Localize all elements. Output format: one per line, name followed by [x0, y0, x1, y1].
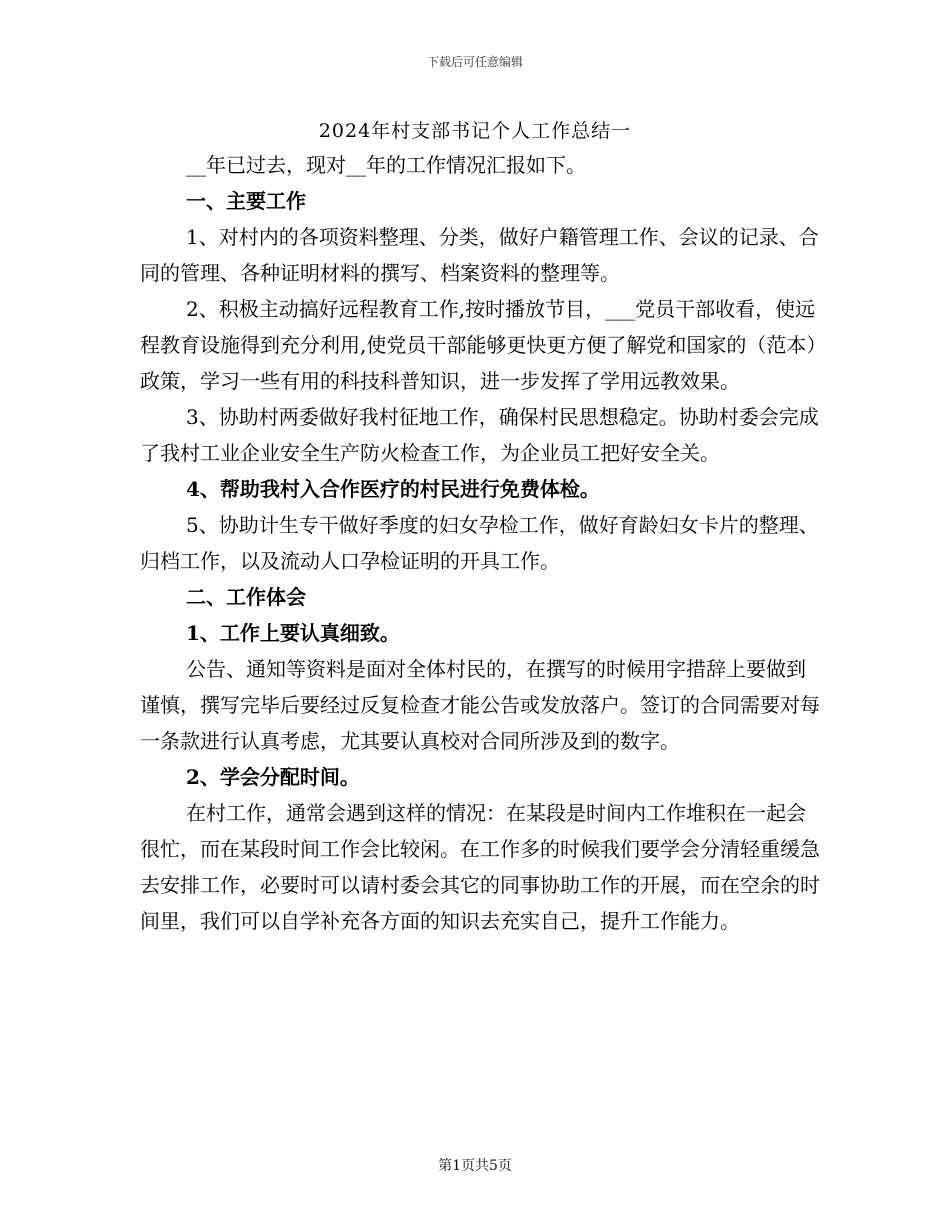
work-item-2: 2、积极主动搞好远程教育工作,按时播放节目，___党员干部收看，使远程教育设施得到充分利用,使党员干部能够更快更方便了解党和国家的（范本）政策，学习一些有用的科技科普知识，进一步发挥了学用远教效果。	[140, 297, 817, 393]
section-heading-experience: 二、工作体会	[186, 585, 306, 609]
work-item-5: 5、协助计生专干做好季度的妇女孕检工作，做好育龄妇女卡片的整理、归档工作，以及流动人口孕检证明的开具工作。	[140, 513, 819, 573]
header-note: 下载后可任意编辑	[426, 55, 523, 69]
document-title: 2024年村支部书记个人工作总结一	[318, 120, 632, 142]
experience-heading-2: 2、学会分配时间。	[186, 765, 360, 789]
section-heading-main-work: 一、主要工作	[186, 189, 306, 213]
experience-heading-1: 1、工作上要认真细致。	[186, 621, 400, 645]
work-item-1: 1、对村内的各项资料整理、分类，做好户籍管理工作、会议的记录、合同的管理、各种证明材料的撰写、档案资料的整理等。	[140, 225, 819, 285]
page-footer: 第1页共5页	[438, 1158, 512, 1174]
work-item-3: 3、协助村两委做好我村征地工作，确保村民思想稳定。协助村委会完成了我村工业企业安全生产防火检查工作，为企业员工把好安全关。	[140, 405, 819, 465]
experience-paragraph-2: 在村工作，通常会遇到这样的情况：在某段是时间内工作堆积在一起会很忙，而在某段时间工作会比较闲。在工作多的时候我们要学会分清轻重缓急去安排工作，必要时可以请村委会其它的同事协助工作的开展，而在空余的时间里，我们可以自学补充各方面的知识去充实自己，提升工作能力。	[140, 801, 820, 933]
experience-paragraph-1: 公告、通知等资料是面对全体村民的，在撰写的时候用字措辞上要做到谨慎，撰写完毕后要经过反复检查才能公告或发放落户。签订的合同需要对每一条款进行认真考虑，尤其要认真校对合同所涉及到的数字。	[140, 657, 820, 753]
work-item-4: 4、帮助我村入合作医疗的村民进行免费体检。	[186, 477, 600, 501]
intro-paragraph: __年已过去，现对__年的工作情况汇报如下。	[186, 153, 586, 177]
document-body	[140, 147, 822, 939]
